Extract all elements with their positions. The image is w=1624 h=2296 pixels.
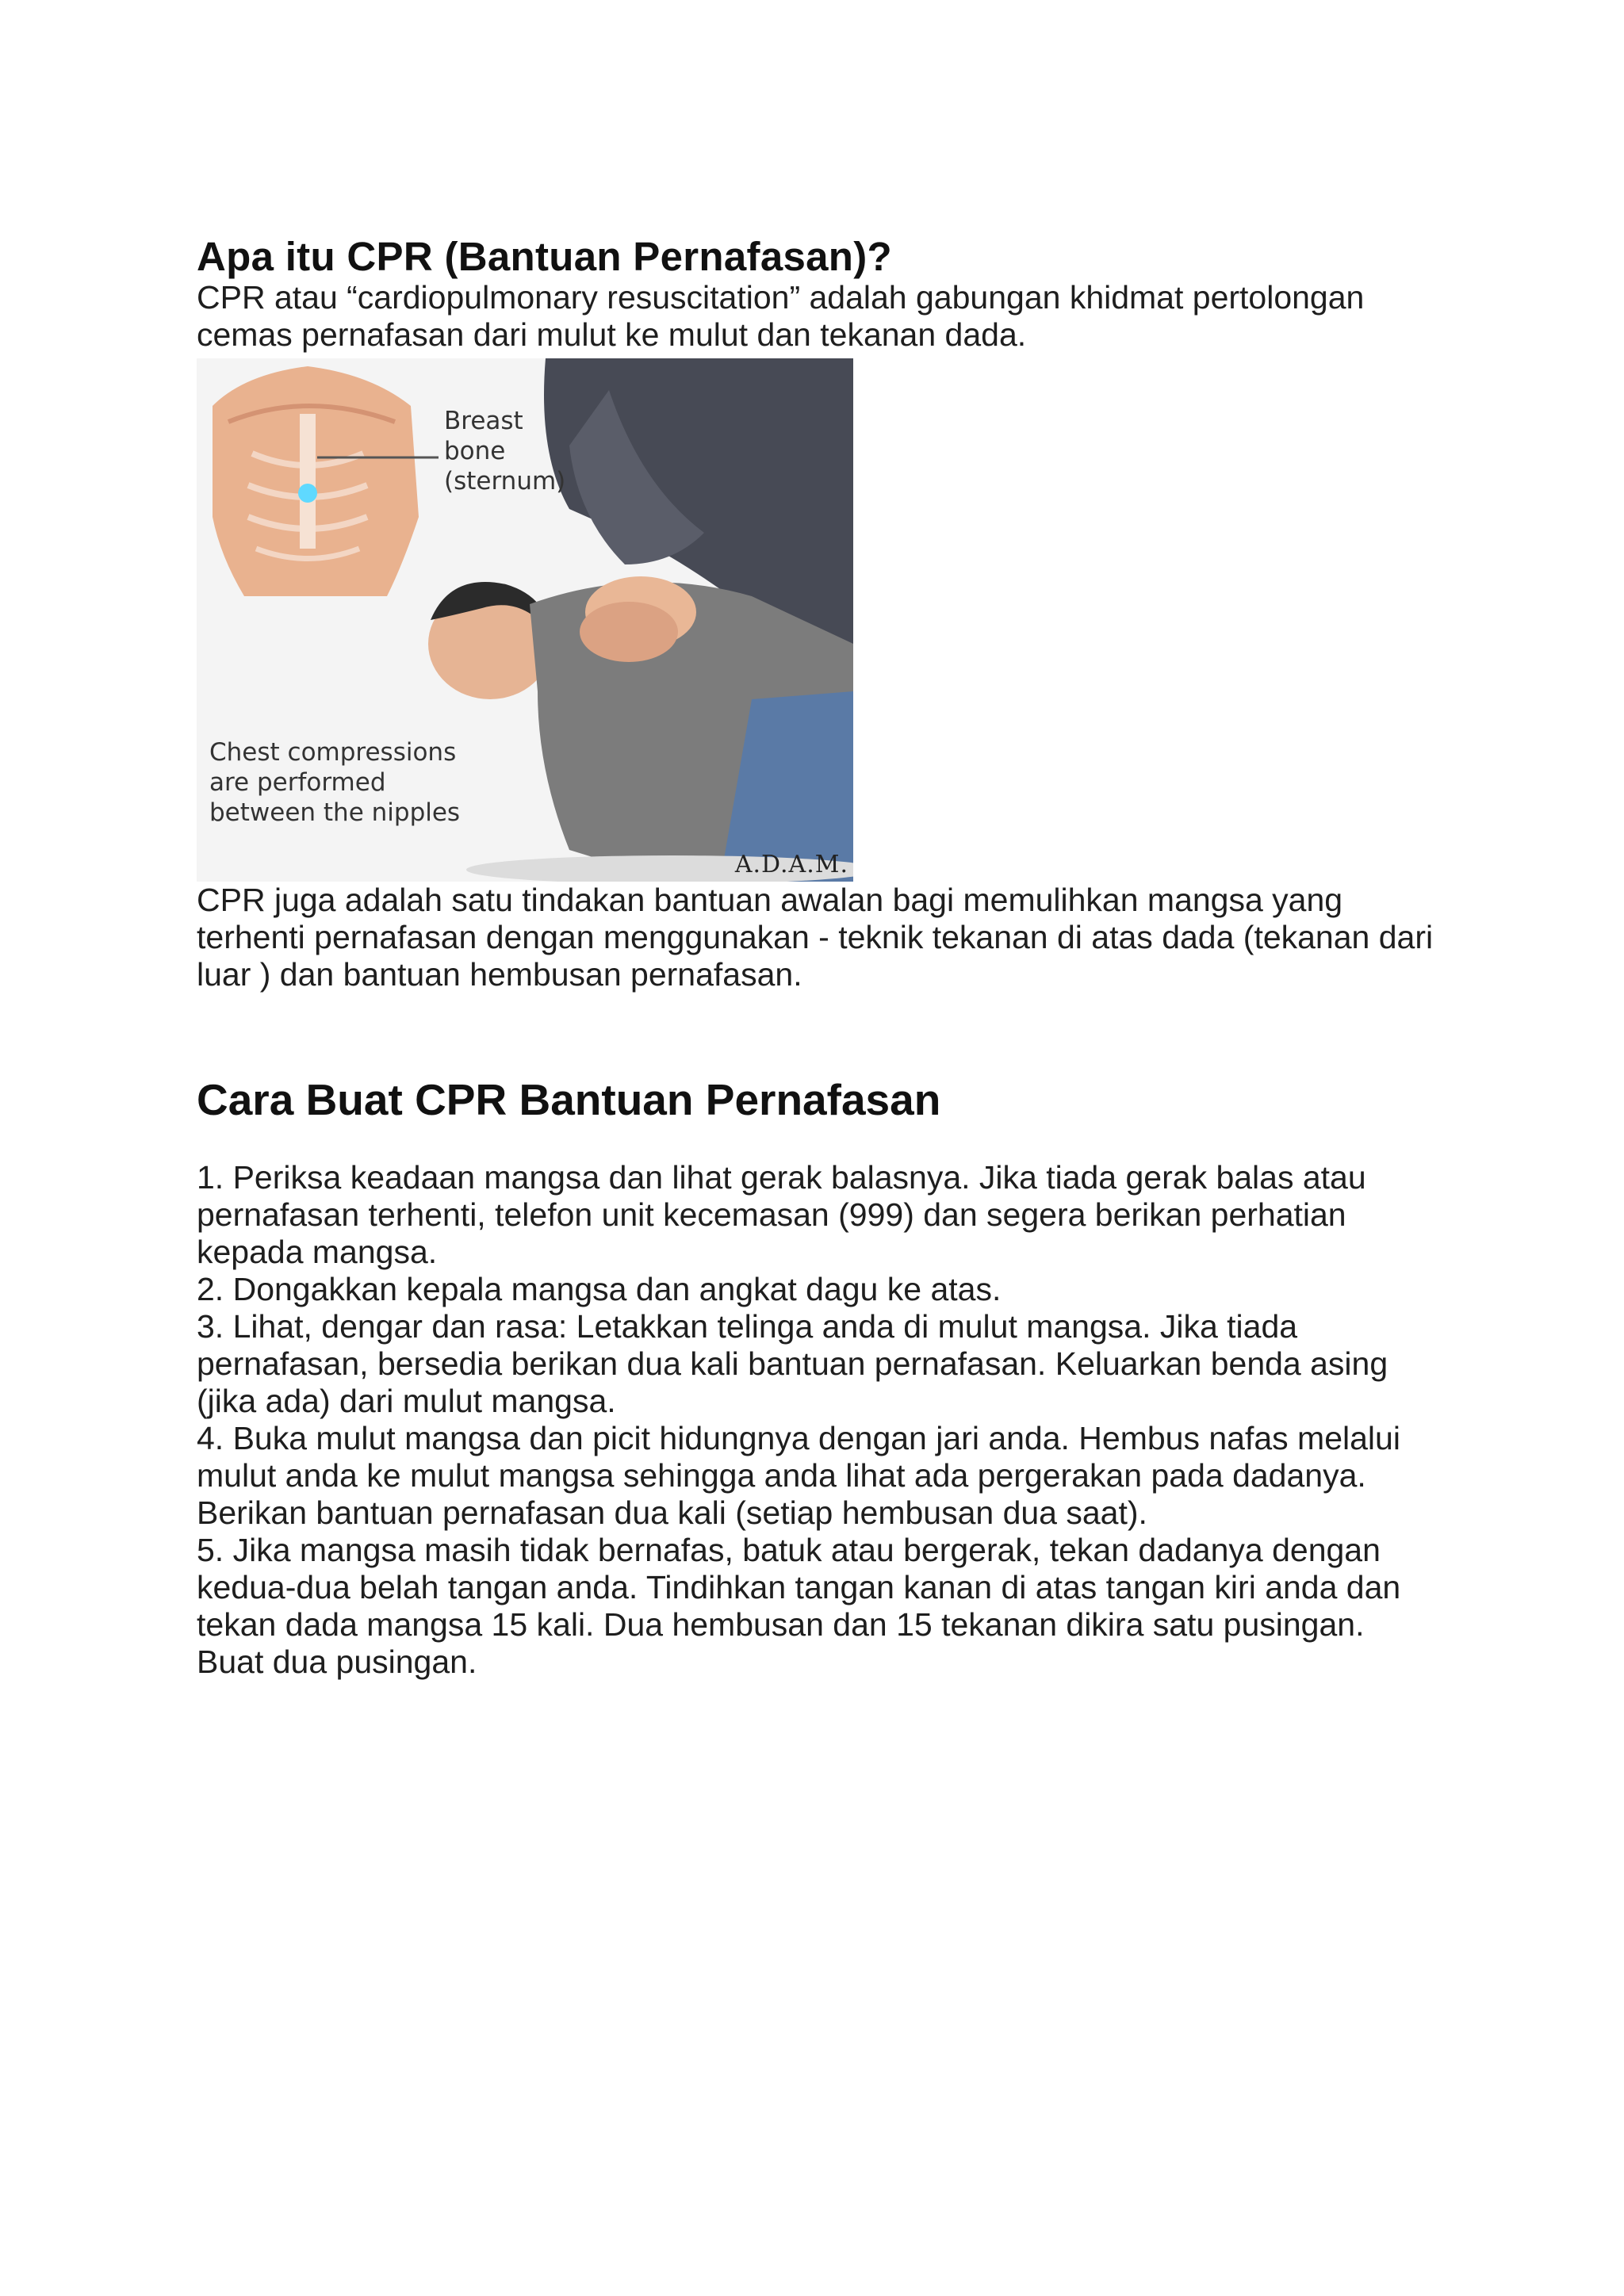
step-item: 1. Periksa keadaan mangsa dan lihat gerak balasnya. Jika tiada gerak balas atau pernafasan terhenti, telefon unit kecemasan (999) dan segera berikan perhatian kepada mangsa. <box>197 1158 1366 1270</box>
label-breast-bone: Breast bone (sternum) <box>444 407 566 496</box>
step-item: 4. Buka mulut mangsa dan picit hidungnya dengan jari anda. Hembus nafas melalui mulut anda ke mulut mangsa sehingga anda lihat ada pergerakan pada dadanya. Berikan bantuan pernafasan dua kali (setiap hembusan dua saat). <box>197 1419 1400 1531</box>
section-heading-what-is-cpr: Apa itu CPR (Bantuan Pernafasan)? <box>197 234 892 279</box>
intro-paragraph: CPR atau “cardiopulmonary resuscitation” adalah gabungan khidmat pertolongan cemas pernafasan dari mulut ke mulut dan tekanan dada. <box>197 279 1365 354</box>
steps-list <box>197 1159 1434 1681</box>
label-chest-compressions: Chest compressions are performed between the nipples <box>209 738 461 828</box>
step-item: 5. Jika mangsa masih tidak bernafas, batuk atau bergerak, tekan dadanya dengan kedua-dua belah tangan anda. Tindihkan tangan kanan di atas tangan kiri anda dan tekan dada mangsa 15 kali. Dua hembusan dan 15 tekanan dikira satu pusingan. Buat dua pusingan. <box>197 1531 1401 1680</box>
section-heading-how-to-cpr: Cara Buat CPR Bantuan Pernafasan <box>197 1075 941 1125</box>
step-item: 3. Lihat, dengar dan rasa: Letakkan telinga anda di mulut mangsa. Jika tiada pernafasan, bersedia berikan dua kali bantuan pernafasan. Keluarkan benda asing (jika ada) dari mulut mangsa. <box>197 1307 1388 1419</box>
adam-logo: A.D.A.M. <box>734 851 848 879</box>
step-item: 2. Dongakkan kepala mangsa dan angkat dagu ke atas. <box>197 1270 1002 1307</box>
document-page <box>197 235 1434 1681</box>
cpr-illustration <box>197 358 853 882</box>
description-paragraph: CPR juga adalah satu tindakan bantuan awalan bagi memulihkan mangsa yang terhenti pernafasan dengan menggunakan - teknik tekanan di atas dada (tekanan dari luar ) dan bantuan hembusan pernafasan. <box>197 882 1434 993</box>
